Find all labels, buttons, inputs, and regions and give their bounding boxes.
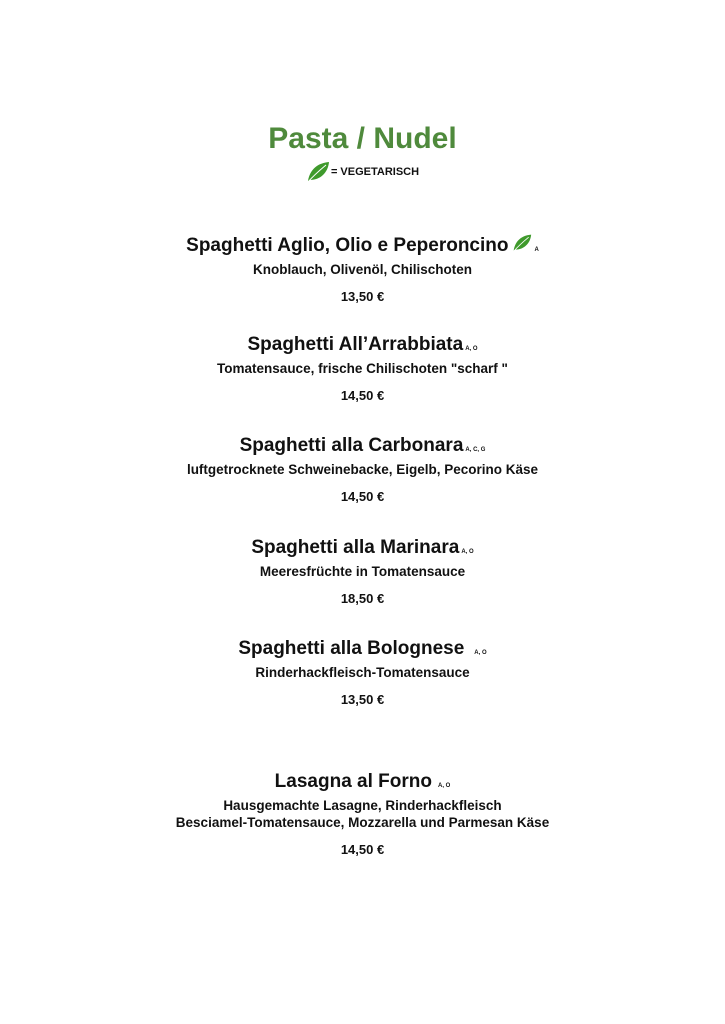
menu-item bbox=[0, 233, 725, 304]
dish-description: Meeresfrüchte in Tomatensauce bbox=[259, 564, 466, 579]
dish-name-line bbox=[0, 537, 725, 563]
legend-text: = VEGETARISCH bbox=[330, 166, 420, 178]
dish-name: Spaghetti alla Marinara bbox=[251, 537, 460, 558]
dish-description: Tomatensauce, frische Chilischoten "scharf " bbox=[217, 361, 508, 376]
dish-name: Spaghetti alla Bolognese bbox=[238, 638, 465, 659]
allergen-codes: A, O bbox=[461, 549, 474, 555]
leaf-icon bbox=[512, 233, 532, 253]
menu-item bbox=[0, 334, 725, 403]
dish-price: 13,50 € bbox=[340, 289, 385, 304]
dish-description: luftgetrocknete Schweinebacke, Eigelb, Pecorino Käse bbox=[186, 462, 539, 477]
dish-name-line bbox=[0, 638, 725, 664]
dish-price: 13,50 € bbox=[340, 692, 385, 707]
dish-price: 14,50 € bbox=[340, 388, 385, 403]
dish-name: Spaghetti Aglio, Olio e Peperoncino bbox=[186, 235, 509, 256]
dish-name: Spaghetti All’Arrabbiata bbox=[247, 334, 464, 355]
leaf-icon bbox=[306, 161, 330, 183]
dish-description: Rinderhackfleisch-Tomatensauce bbox=[255, 665, 470, 680]
allergen-codes: A, O bbox=[465, 346, 478, 352]
dish-name-line bbox=[0, 233, 725, 261]
dish-description: Knoblauch, Olivenöl, Chilischoten bbox=[252, 262, 473, 277]
dish-price: 18,50 € bbox=[340, 591, 385, 606]
dish-price: 14,50 € bbox=[340, 489, 385, 504]
menu-item bbox=[0, 638, 725, 707]
allergen-codes: A bbox=[534, 247, 539, 253]
menu-item bbox=[0, 771, 725, 857]
allergen-codes: A, C, G bbox=[465, 447, 486, 453]
allergen-codes: A, O bbox=[437, 783, 451, 789]
dish-description: Hausgemachte Lasagne, Rinderhackfleisch bbox=[223, 798, 502, 813]
menu-item bbox=[0, 435, 725, 504]
dish-description: Besciamel-Tomatensauce, Mozzarella und Parmesan Käse bbox=[175, 815, 550, 830]
dish-name-line bbox=[0, 771, 725, 797]
vegetarian-legend bbox=[0, 161, 725, 183]
dish-name-line bbox=[0, 334, 725, 360]
allergen-codes: A, O bbox=[474, 650, 487, 656]
page-title: Pasta / Nudel bbox=[268, 122, 457, 155]
menu-item bbox=[0, 537, 725, 606]
dish-name: Spaghetti alla Carbonara bbox=[239, 435, 464, 456]
dish-price: 14,50 € bbox=[340, 842, 385, 857]
dish-name-line bbox=[0, 435, 725, 461]
dish-name: Lasagna al Forno bbox=[274, 771, 432, 792]
